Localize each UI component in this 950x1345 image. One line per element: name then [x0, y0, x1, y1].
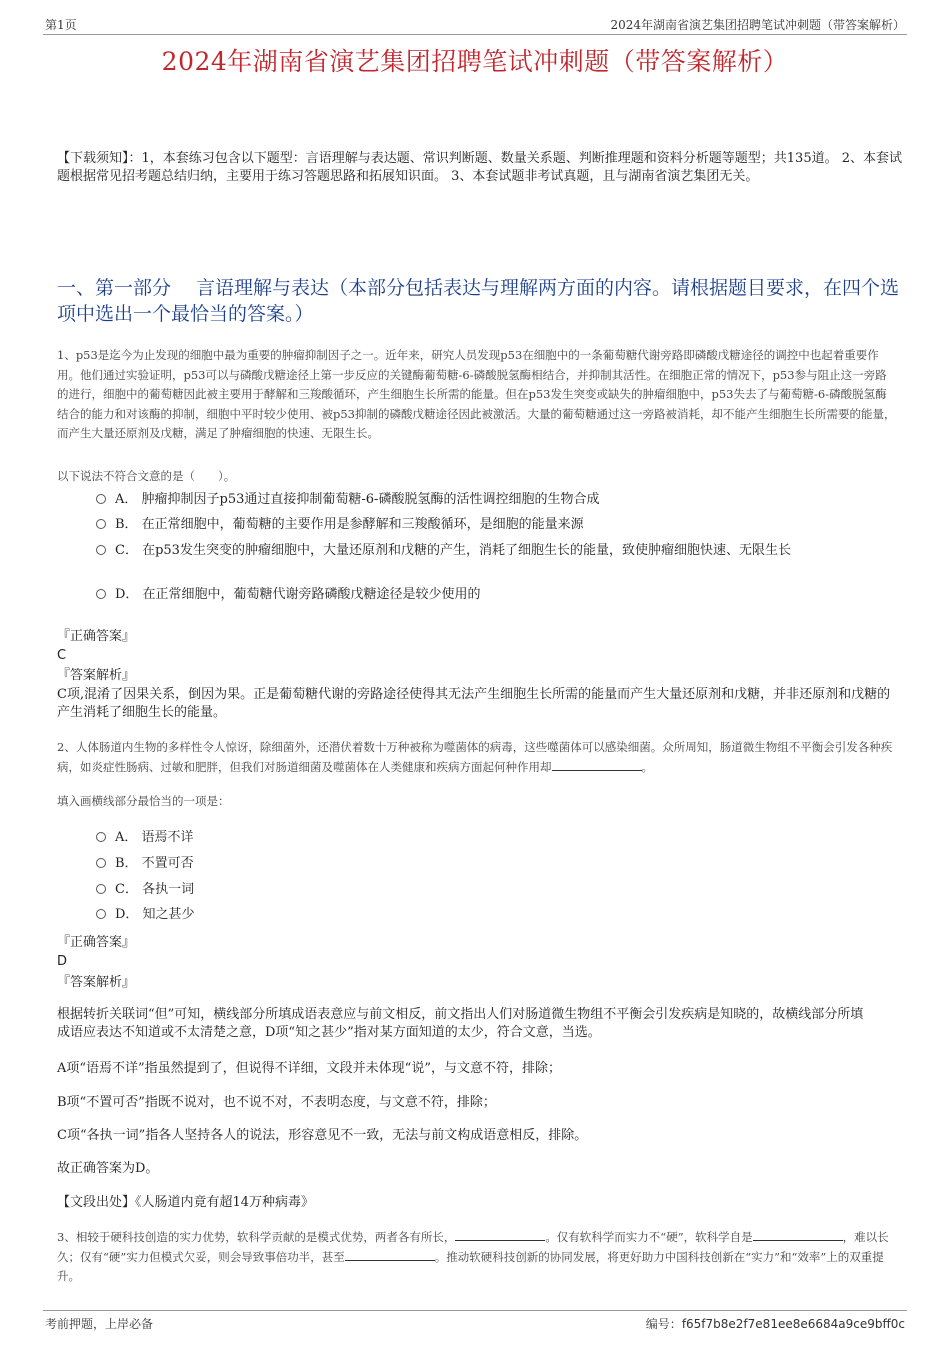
q1-answer: C	[57, 648, 67, 663]
question-2-stem: 2、人体肠道内生物的多样性令人惊讶，除细菌外，还潜伏着数十万种被称为噬菌体的病毒，这些噬菌体可以感染细菌。众所周知，肠道微生物组不平衡会引发各种疾病，如炎症性肠病、过敏和肥胖，但我们对肠道细菌及噬菌体在人类健康和疾病方面起何种作用却 。	[57, 740, 893, 774]
q2-analysis-para-3: B项“不置可否”指既不说对，也不说不对，不表明态度，与文意不符，排除；	[57, 1095, 496, 1110]
section-heading: 一、第一部分 言语理解与表达（本部分包括表达与理解两方面的内容。请根据题目要求，在四个选项中选出一个最恰当的答案。）	[57, 277, 900, 325]
q2-analysis-para-4: C项“各执一词”指各人坚持各人的说法，形容意见不一致，无法与前文构成语意相反，排除。	[57, 1128, 588, 1143]
q1-analysis: C项,混淆了因果关系，倒因为果。正是葡萄糖代谢的旁路途径使得其无法产生细胞生长所需的能量而产生大量还原剂和戊糖，并非还原剂和戊糖的产生消耗了细胞生长的能量。	[57, 687, 891, 720]
q1-option-b[interactable]: B． 在正常细胞中，葡萄糖的主要作用是参酵解和三羧酸循环，是细胞的能量来源	[96, 515, 896, 535]
footer-rule	[43, 1310, 907, 1311]
q1-option-c[interactable]: C． 在p53发生突变的肿瘤细胞中，大量还原剂和戊糖的产生，消耗了细胞生长的能量，致使肿瘤细胞快速、无限生长	[96, 541, 896, 561]
q1-option-a[interactable]: A． 肿瘤抑制因子p53通过直接抑制葡萄糖-6-磷酸脱氢酶的活性调控细胞的生物合成	[96, 490, 896, 510]
radio-icon[interactable]	[96, 589, 106, 599]
footer-slogan: 考前押题，上岸必备	[45, 1317, 154, 1331]
q2-analysis-para-1: 根据转折关联词“但”可知，横线部分所填成语表意应与前文相反，前文指出人们对肠道微生物组不平衡会引发疾病是知晓的，故横线部分所填成语应表达不知道或不太清楚之意，D项“知之甚少”指对某方面知道的太少，符合文意，当选。	[57, 1007, 864, 1040]
radio-icon[interactable]	[96, 858, 106, 868]
radio-icon[interactable]	[96, 909, 106, 919]
header-rule	[43, 34, 907, 35]
question-3-stem: 3、相较于硬科技创造的实力优势，软科学贡献的是模式优势，两者各有所长， 。仅有软科学而实力不“硬”，软科学自是 ，难以长久；仅有“硬”实力但模式欠妥，则会导致事倍功半，甚至 。推动软硬科技创新的协同发展，将更好助力中国科技创新在“实力”和“效率”上的双重提升。	[57, 1230, 889, 1283]
q2-option-d[interactable]: D． 知之甚少	[96, 905, 896, 925]
q2-source: 【文段出处】《人肠道内竟有超14万种病毒》	[57, 1195, 315, 1210]
question-1-stem: 1、p53是迄今为止发现的细胞中最为重要的肿瘤抑制因子之一。近年来，研究人员发现p53在细胞中的一条葡萄糖代谢旁路即磷酸戊糖途径的调控中也起着重要作用。他们通过实验证明，p53可以与磷酸戊糖途径上第一步反应的关键酶葡萄糖-6-磷酸脱氢酶相结合，并抑制其活性。在细胞正常的情况下，p53参与阻止这一旁路的进行，细胞中的葡萄糖因此被主要用于酵解和三羧酸循环，产生细胞生长所需的能量。但在p53发生突变或缺失的肿瘤细胞中，p53失去了与葡萄糖-6-磷酸脱氢酶结合的能力和对该酶的抑制，细胞中平时较少使用、被p53抑制的磷酸戊糖途径因此被激活。大量的葡萄糖通过这一旁路被消耗，却不能产生细胞生长所需要的能量，而产生大量还原剂及戊糖，满足了肿瘤细胞的快速、无限生长。	[57, 348, 896, 440]
document-code: 编号：f65f7b8e2f7e81ee8e6684a9ce9bff0c	[645, 1317, 905, 1331]
q2-analysis-label: 『答案解析』	[57, 975, 136, 990]
q2-option-c[interactable]: C． 各执一词	[96, 880, 896, 900]
q2-option-a[interactable]: A． 语焉不详	[96, 828, 896, 848]
q1-analysis-label: 『答案解析』	[57, 668, 136, 683]
radio-icon[interactable]	[96, 519, 106, 529]
page-number: 第1页	[45, 18, 77, 32]
radio-icon[interactable]	[96, 884, 106, 894]
document-title: 2024年湖南省演艺集团招聘笔试冲刺题（带答案解析）	[161, 47, 789, 76]
radio-icon[interactable]	[96, 545, 106, 555]
radio-icon[interactable]	[96, 494, 106, 504]
radio-icon[interactable]	[96, 832, 106, 842]
question-2-prompt: 填入画横线部分最恰当的一项是：	[57, 794, 230, 808]
q2-analysis-para-5: 故正确答案为D。	[57, 1161, 159, 1176]
fill-blank	[345, 1249, 435, 1261]
fill-blank	[455, 1229, 545, 1241]
question-1-prompt: 以下说法不符合文意的是（ ）。	[57, 469, 236, 483]
fill-blank	[753, 1229, 843, 1241]
q2-answer-label: 『正确答案』	[57, 935, 136, 950]
running-title: 2024年湖南省演艺集团招聘笔试冲刺题（带答案解析）	[610, 18, 905, 32]
fill-blank	[552, 759, 642, 771]
q1-answer-label: 『正确答案』	[57, 629, 136, 644]
download-notice: 【下载须知】：1，本套练习包含以下题型：言语理解与表达题、常识判断题、数量关系题、判断推理题和资料分析题等题型；共135道。 2、本套试题根据常见招考题总结归纳，主要用于练习答题思路和拓展知识面。 3、本套试题非考试真题，且与湖南省演艺集团无关。	[57, 151, 902, 184]
q2-analysis-para-2: A项“语焉不详”指虽然提到了，但说得不详细，文段并未体现“说”，与文意不符，排除；	[57, 1061, 561, 1076]
q1-option-d[interactable]: D． 在正常细胞中，葡萄糖代谢旁路磷酸戊糖途径是较少使用的	[96, 585, 896, 605]
q2-answer: D	[57, 954, 68, 969]
q2-option-b[interactable]: B． 不置可否	[96, 854, 896, 874]
